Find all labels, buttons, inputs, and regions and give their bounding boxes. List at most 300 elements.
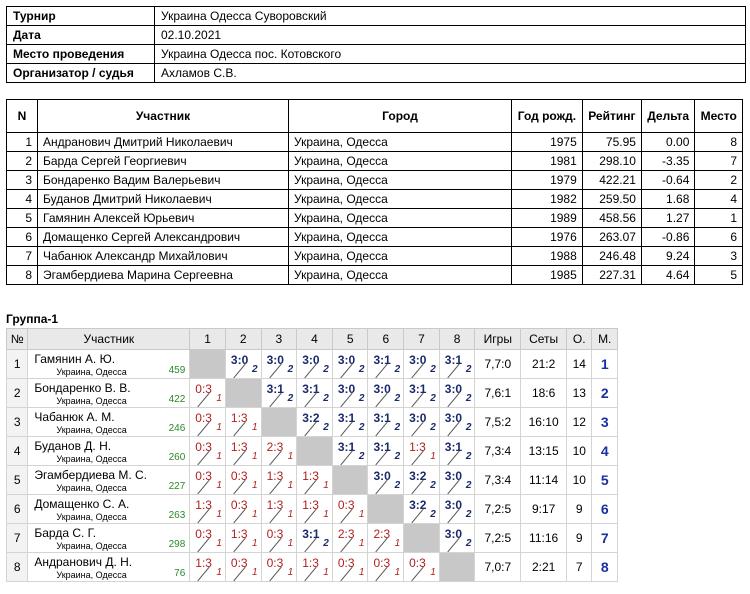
games-cell: 7,2:5 [475,524,521,553]
match-score: 3:0 [373,469,391,483]
match-score: 3:1 [373,440,391,454]
match-cell [404,495,440,524]
crosstable-column-header: Игры [475,329,521,350]
match-points: 2 [465,422,472,433]
match-score: 0:3 [230,556,248,570]
match-cell [261,466,297,495]
info-row [7,45,746,64]
match-cell [225,408,261,437]
match-cell [332,408,368,437]
crosstable-row [7,553,618,582]
match-score: 3:0 [230,353,249,367]
participant-cell: 75.95 [582,133,641,152]
match-cell [439,379,475,408]
match-cell [368,524,404,553]
match-score: 3:0 [444,411,463,425]
sets-cell: 18:6 [521,379,567,408]
match-points: 2 [465,393,472,404]
participant-cell: Андранович Дмитрий Николаевич [38,133,289,152]
match-cell [368,379,404,408]
player-cell [28,524,190,553]
crosstable-column-header: 1 [190,329,226,350]
participant-cell: 8 [7,266,38,285]
match-cell [261,379,297,408]
match-cell [190,437,226,466]
player-city: Украина, Одесса [56,367,127,377]
match-points: 2 [465,364,472,375]
match-score: 3:0 [337,353,356,367]
diagonal-cell [190,350,226,379]
player-city: Украина, Одесса [56,396,127,406]
match-cell [404,379,440,408]
participant-cell: 298.10 [582,152,641,171]
info-label: Место проведения [7,45,155,64]
match-score: 3:0 [409,353,427,367]
place-cell: 8 [592,553,618,582]
participant-cell: 4 [7,190,38,209]
info-label: Дата [7,26,155,45]
player-cell [28,379,190,408]
participant-cell: Украина, Одесса [289,133,512,152]
player-name: Чабанюк А. М. [34,410,115,424]
participant-cell: 227.31 [582,266,641,285]
match-score: 1:3 [302,556,319,570]
participant-cell: 259.50 [582,190,641,209]
participant-cell: 1 [695,209,743,228]
match-cell [297,495,333,524]
participant-cell: Украина, Одесса [289,171,512,190]
match-cell [225,350,261,379]
match-score: 2:3 [337,527,355,541]
match-score: 3:0 [409,411,427,425]
match-score: 1:3 [266,469,284,483]
points-cell: 9 [567,524,592,553]
player-cell [28,495,190,524]
points-cell: 13 [567,379,592,408]
match-score: 1:3 [195,556,212,570]
player-cell [28,350,190,379]
games-cell: 7,5:2 [475,408,521,437]
match-points: 1 [252,422,258,433]
participant-cell: Украина, Одесса [289,209,512,228]
match-cell [332,495,368,524]
match-points: 1 [252,509,258,520]
player-cell [28,437,190,466]
match-points: 1 [287,538,294,549]
diagonal-cell [225,379,261,408]
place-cell: 6 [592,495,618,524]
points-cell: 14 [567,350,592,379]
match-score: 3:0 [444,498,463,512]
place-cell: 1 [592,350,618,379]
match-score: 0:3 [409,556,426,570]
crosstable-column-header: 8 [439,329,475,350]
participant-cell: 3 [7,171,38,190]
match-points: 1 [287,451,294,462]
games-cell: 7,3:4 [475,466,521,495]
match-score: 3:0 [266,353,284,367]
match-score: 1:3 [409,440,426,454]
row-number: 4 [7,437,28,466]
games-cell: 7,6:1 [475,379,521,408]
column-header: Участник [38,100,289,133]
info-row [7,64,746,83]
crosstable-row [7,379,618,408]
sets-cell: 21:2 [521,350,567,379]
match-points: 2 [323,538,329,549]
match-score: 3:2 [302,411,320,425]
info-label: Турнир [7,7,155,26]
participants-header-row [7,100,743,133]
diagonal-cell [297,437,333,466]
crosstable-column-header: О. [567,329,592,350]
participant-row [7,247,743,266]
player-rating: 76 [174,568,186,579]
games-cell: 7,3:4 [475,437,521,466]
match-points: 2 [394,393,401,404]
player-city: Украина, Одесса [56,425,127,435]
match-cell [368,437,404,466]
info-value: 02.10.2021 [155,26,746,45]
match-score: 1:3 [230,411,248,425]
participant-cell: Чабанюк Александр Михайлович [38,247,289,266]
crosstable-column-header: М. [592,329,618,350]
match-points: 1 [216,509,222,520]
place-cell: 2 [592,379,618,408]
row-number: 2 [7,379,28,408]
match-score: 0:3 [195,411,212,425]
player-rating: 263 [168,510,186,521]
match-score: 0:3 [266,527,284,541]
row-number: 1 [7,350,28,379]
match-points: 2 [323,393,329,404]
participant-row [7,190,743,209]
match-cell [368,553,404,582]
info-value: Украина Одесса Суворовский [155,7,746,26]
match-score: 0:3 [373,556,391,570]
crosstable-column-header: 3 [261,329,297,350]
match-score: 3:1 [302,382,320,396]
match-points: 1 [216,393,222,404]
games-cell: 7,7:0 [475,350,521,379]
participant-cell: 4.64 [641,266,694,285]
match-cell [225,553,261,582]
match-points: 1 [252,538,258,549]
match-cell [439,350,475,379]
participant-cell: 3 [695,247,743,266]
player-rating: 227 [168,481,186,492]
column-header: Город [289,100,512,133]
match-cell [190,408,226,437]
match-points: 2 [252,364,258,375]
participant-cell: 458.56 [582,209,641,228]
crosstable-column-header: 2 [225,329,261,350]
match-points: 2 [287,393,294,404]
match-points: 2 [465,451,472,462]
column-header: Дельта [641,100,694,133]
sets-cell: 11:16 [521,524,567,553]
diagonal-cell [439,553,475,582]
match-cell [225,466,261,495]
match-score: 0:3 [266,556,284,570]
match-points: 1 [430,567,436,578]
match-points: 1 [252,567,258,578]
match-points: 1 [323,509,329,520]
match-cell [225,524,261,553]
column-header: Место [695,100,743,133]
player-rating: 260 [168,452,186,463]
match-score: 3:1 [266,382,284,396]
player-city: Украина, Одесса [56,512,127,522]
player-rating: 298 [168,539,186,550]
player-name: Эгамбердиева М. С. [34,468,148,482]
match-cell [368,408,404,437]
crosstable-column-header: 6 [368,329,404,350]
participant-cell: 1989 [512,209,583,228]
player-rating: 246 [168,423,186,434]
group-title: Группа-1 [6,312,59,326]
match-score: 1:3 [302,498,319,512]
player-name: Барда С. Г. [34,526,97,540]
participant-cell: Домащенко Сергей Александрович [38,228,289,247]
participant-cell: Бондаренко Вадим Валерьевич [38,171,289,190]
sets-cell: 2:21 [521,553,567,582]
participant-cell: 7 [7,247,38,266]
match-points: 1 [252,480,258,491]
player-cell [28,466,190,495]
row-number: 5 [7,466,28,495]
match-points: 2 [465,480,472,491]
match-score: 0:3 [337,556,355,570]
match-cell [368,350,404,379]
match-score: 3:1 [302,527,320,541]
match-points: 2 [465,509,472,520]
participant-row [7,152,743,171]
row-number: 8 [7,553,28,582]
match-score: 3:0 [444,469,463,483]
player-city: Украина, Одесса [56,570,127,580]
place-cell: 5 [592,466,618,495]
match-cell [190,495,226,524]
match-score: 3:1 [337,440,356,454]
crosstable-column-header: 7 [404,329,440,350]
match-cell [297,524,333,553]
match-score: 3:0 [337,382,356,396]
place-cell: 3 [592,408,618,437]
place-cell: 4 [592,437,618,466]
participant-cell: Украина, Одесса [289,152,512,171]
match-points: 1 [287,567,294,578]
player-name: Андранович Д. Н. [34,555,133,569]
participant-cell: 4 [695,190,743,209]
participant-cell: 7 [695,152,743,171]
participant-cell: 1985 [512,266,583,285]
match-points: 2 [394,364,401,375]
match-score: 1:3 [230,440,248,454]
match-cell [297,408,333,437]
points-cell: 10 [567,437,592,466]
match-points: 1 [216,480,222,491]
participant-cell: 1.27 [641,209,694,228]
player-name: Буданов Д. Н. [34,439,112,453]
match-points: 1 [394,567,401,578]
participant-cell: Гамянин Алексей Юрьевич [38,209,289,228]
participant-cell: 422.21 [582,171,641,190]
match-score: 3:0 [444,382,463,396]
match-points: 1 [216,422,222,433]
points-cell: 7 [567,553,592,582]
participant-cell: 1981 [512,152,583,171]
match-points: 1 [216,567,222,578]
crosstable-row [7,437,618,466]
match-cell [368,466,404,495]
player-name: Гамянин А. Ю. [34,352,116,366]
participant-cell: 0.00 [641,133,694,152]
match-score: 0:3 [337,498,355,512]
participant-cell: 1.68 [641,190,694,209]
match-points: 2 [430,422,436,433]
match-score: 3:0 [373,382,391,396]
sets-cell: 16:10 [521,408,567,437]
match-score: 0:3 [195,527,212,541]
participant-cell: 2 [7,152,38,171]
row-number: 3 [7,408,28,437]
match-points: 2 [394,480,401,491]
match-cell [404,408,440,437]
row-number: 7 [7,524,28,553]
info-label: Организатор / судья [7,64,155,83]
match-score: 3:2 [409,469,427,483]
match-points: 2 [287,364,294,375]
participant-cell: 1 [7,133,38,152]
match-points: 2 [394,451,401,462]
match-cell [439,524,475,553]
column-header: N [7,100,38,133]
match-points: 1 [394,538,401,549]
match-score: 0:3 [195,440,212,454]
match-cell [404,437,440,466]
match-points: 1 [287,509,294,520]
group-crosstable [6,328,618,582]
participant-cell: 2 [695,171,743,190]
match-score: 3:1 [373,353,391,367]
participant-cell: Украина, Одесса [289,190,512,209]
crosstable-header-row [7,329,618,350]
match-points: 1 [358,538,365,549]
match-score: 1:3 [230,527,248,541]
match-score: 3:1 [409,382,427,396]
points-cell: 12 [567,408,592,437]
crosstable-row [7,350,618,379]
crosstable-row [7,495,618,524]
participant-cell: Украина, Одесса [289,266,512,285]
match-cell [261,350,297,379]
crosstable-column-header: Участник [28,329,190,350]
match-score: 2:3 [266,440,284,454]
participant-cell: 5 [695,266,743,285]
match-cell [332,524,368,553]
participant-row [7,171,743,190]
sets-cell: 9:17 [521,495,567,524]
match-score: 3:2 [409,498,427,512]
match-score: 3:1 [337,411,356,425]
crosstable-row [7,408,618,437]
match-points: 2 [430,480,436,491]
match-cell [261,524,297,553]
match-points: 1 [216,451,222,462]
participants-table [6,99,743,285]
match-cell [225,495,261,524]
match-points: 2 [465,538,472,549]
row-number: 6 [7,495,28,524]
match-score: 1:3 [195,498,212,512]
player-city: Украина, Одесса [56,483,127,493]
info-row [7,26,746,45]
match-cell [439,495,475,524]
points-cell: 9 [567,495,592,524]
participant-cell: -0.86 [641,228,694,247]
participant-cell: 8 [695,133,743,152]
tournament-info-table [6,6,746,83]
match-points: 2 [358,451,365,462]
diagonal-cell [404,524,440,553]
match-cell [439,408,475,437]
participant-cell: 263.07 [582,228,641,247]
crosstable-column-header: Сеты [521,329,567,350]
match-points: 1 [287,480,294,491]
info-value: Украина Одесса пос. Котовского [155,45,746,64]
diagonal-cell [332,466,368,495]
player-name: Бондаренко В. В. [34,381,131,395]
player-name: Домащенко С. А. [34,497,130,511]
column-header: Год рожд. [512,100,583,133]
match-cell [332,437,368,466]
match-score: 2:3 [373,527,391,541]
match-cell [404,466,440,495]
match-cell [297,379,333,408]
match-cell [297,553,333,582]
match-points: 2 [323,422,329,433]
participant-cell: Барда Сергей Георгиевич [38,152,289,171]
match-cell [439,466,475,495]
info-value: Ахламов С.В. [155,64,746,83]
participant-cell: 5 [7,209,38,228]
player-rating: 459 [168,365,186,376]
match-cell [332,350,368,379]
match-score: 3:1 [444,353,463,367]
participant-cell: 246.48 [582,247,641,266]
place-cell: 7 [592,524,618,553]
crosstable-column-header: 5 [332,329,368,350]
participant-cell: Украина, Одесса [289,247,512,266]
match-points: 1 [430,451,436,462]
match-cell [261,437,297,466]
match-cell [439,437,475,466]
match-points: 2 [323,364,329,375]
match-score: 0:3 [195,469,212,483]
match-points: 1 [323,567,329,578]
participant-cell: 1975 [512,133,583,152]
column-header: Рейтинг [582,100,641,133]
match-score: 1:3 [302,469,319,483]
match-score: 0:3 [230,469,248,483]
participant-cell: Украина, Одесса [289,228,512,247]
participant-row [7,266,743,285]
match-points: 1 [358,509,365,520]
match-points: 2 [358,393,365,404]
crosstable-row [7,466,618,495]
player-city: Украина, Одесса [56,454,127,464]
